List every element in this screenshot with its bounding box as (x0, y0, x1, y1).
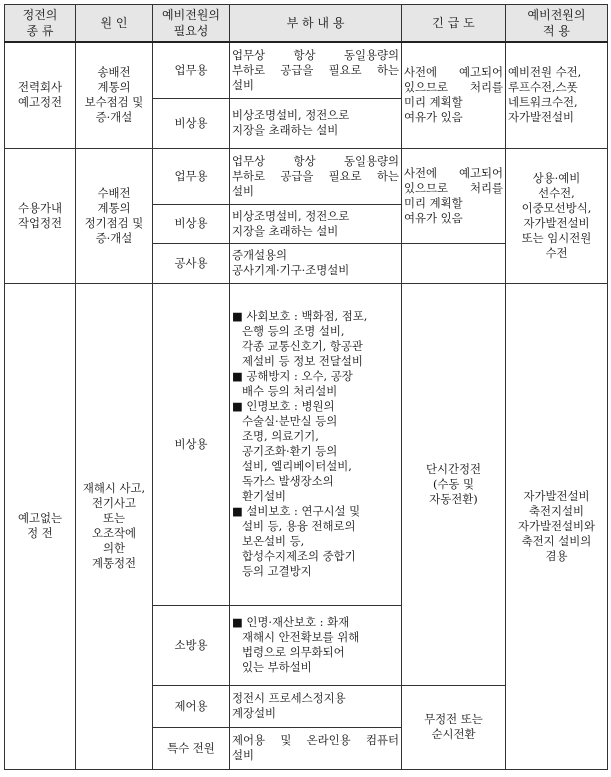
group3-need-control: 제어용 (153, 685, 230, 727)
group3-load-emergency (230, 283, 402, 605)
group1-cause: 송배전 계통의 보수점검 및 증·개설 (76, 42, 153, 148)
header-application: 예비전원의 적 용 (506, 5, 608, 43)
group2-urgency-empty (402, 243, 506, 283)
table-row (5, 283, 608, 605)
power-outage-table (4, 4, 608, 770)
group1-need-emergency: 비상용 (153, 98, 230, 148)
group1-load-business: 업무상 항상 동일용량의 부하로 공급을 필요로 하는 설비 (230, 42, 402, 98)
group2-load-construction: 증개설용의 공사기계·기구·조명설비 (230, 243, 402, 283)
group3-urgency-short: 단시간정전 (수동 및 자동전환) (402, 283, 506, 685)
group2-load-emergency: 비상조명설비, 정전으로 지장을 초래하는 설비 (230, 204, 402, 243)
header-necessity: 예비전원의 필요성 (153, 5, 230, 43)
group2-application: 상용·예비 선수전, 이중모선방식, 자가발전설비 또는 임시전원 수전 (506, 148, 608, 283)
group1-type: 전력회사 예고정전 (5, 42, 76, 148)
bullet-social-protection: ■ 사회보호 : 백화점, 점포, 은행 등의 조명 설비, 각종 교통신호기, 항공관 제설비 등 정보 전달설비 (232, 309, 368, 368)
table-wrapper (4, 4, 608, 770)
group2-cause: 수배전 계통의 정기점검 및 증·개설 (76, 148, 153, 283)
group3-need-emergency: 비상용 (153, 283, 230, 605)
group2-load-business: 업무상 항상 동일용량의 부하로 공급을 필요로 하는 설비 (230, 148, 402, 204)
group1-need-business: 업무용 (153, 42, 230, 98)
bullet-pollution-prevention: ■ 공해방지 : 오수, 공장 배수 등의 처리설비 (232, 369, 353, 398)
header-row (5, 5, 608, 43)
group3-need-special: 특수 전원 (153, 727, 230, 769)
bullet-life-protection: ■ 인명보호 : 병원의 수술실·분만실 등의 조명, 의료기기, 공기조화·환기 등의 설비, 엘리베이터설비, 독가스 발생장소의 환기설비 (232, 399, 352, 503)
header-urgency: 긴 급 도 (402, 5, 506, 43)
table-row (5, 148, 608, 204)
group3-urgency-none: 무정전 또는 순시전환 (402, 685, 506, 769)
group2-type: 수용가내 작업정전 (5, 148, 76, 283)
group2-need-business: 업무용 (153, 148, 230, 204)
group1-application: 예비전원 수전, 루프수전,스폿 네트워크수전, 자가발전설비 (506, 42, 608, 148)
header-load: 부 하 내 용 (230, 5, 402, 43)
group3-load-control: 정전시 프로세스정지용 계장설비 (230, 685, 402, 727)
group2-urgency: 사전에 예고되어 있으므로 처리를 미리 계획할 여유가 있음 (402, 148, 506, 243)
group1-urgency: 사전에 예고되어 있으므로 처리를 미리 계획할 여유가 있음 (402, 42, 506, 148)
bullet-equipment-protection: ■ 설비보호 : 연구시설 및 설비 등, 용융 전해로의 보온설비 등, 합성수지제조의 중합기 등의 고결방지 (232, 504, 361, 578)
header-cause: 원 인 (76, 5, 153, 43)
group3-load-fire (230, 605, 402, 685)
group1-load-emergency: 비상조명설비, 정전으로 지장을 초래하는 설비 (230, 98, 402, 148)
header-outage-type: 정전의 종 류 (5, 5, 76, 43)
group3-load-special: 제어용 및 온라인용 컴퓨터 설비 (230, 727, 402, 769)
group3-application: 자가발전설비 축전지설비 자가발전설비와 축전지 설비의 겸용 (506, 283, 608, 769)
group3-type: 예고없는 정 전 (5, 283, 76, 769)
group2-need-construction: 공사용 (153, 243, 230, 283)
table-row (5, 42, 608, 98)
group2-need-emergency: 비상용 (153, 204, 230, 243)
group3-need-fire: 소방용 (153, 605, 230, 685)
bullet-life-property-protection: ■ 인명·재산보호 : 화재 재해시 안전확보를 위해 법령으로 의무화되어 있는 부하설비 (232, 615, 360, 674)
group3-cause: 재해시 사고, 전기사고 또는 오조작에 의한 계통정전 (76, 283, 153, 769)
